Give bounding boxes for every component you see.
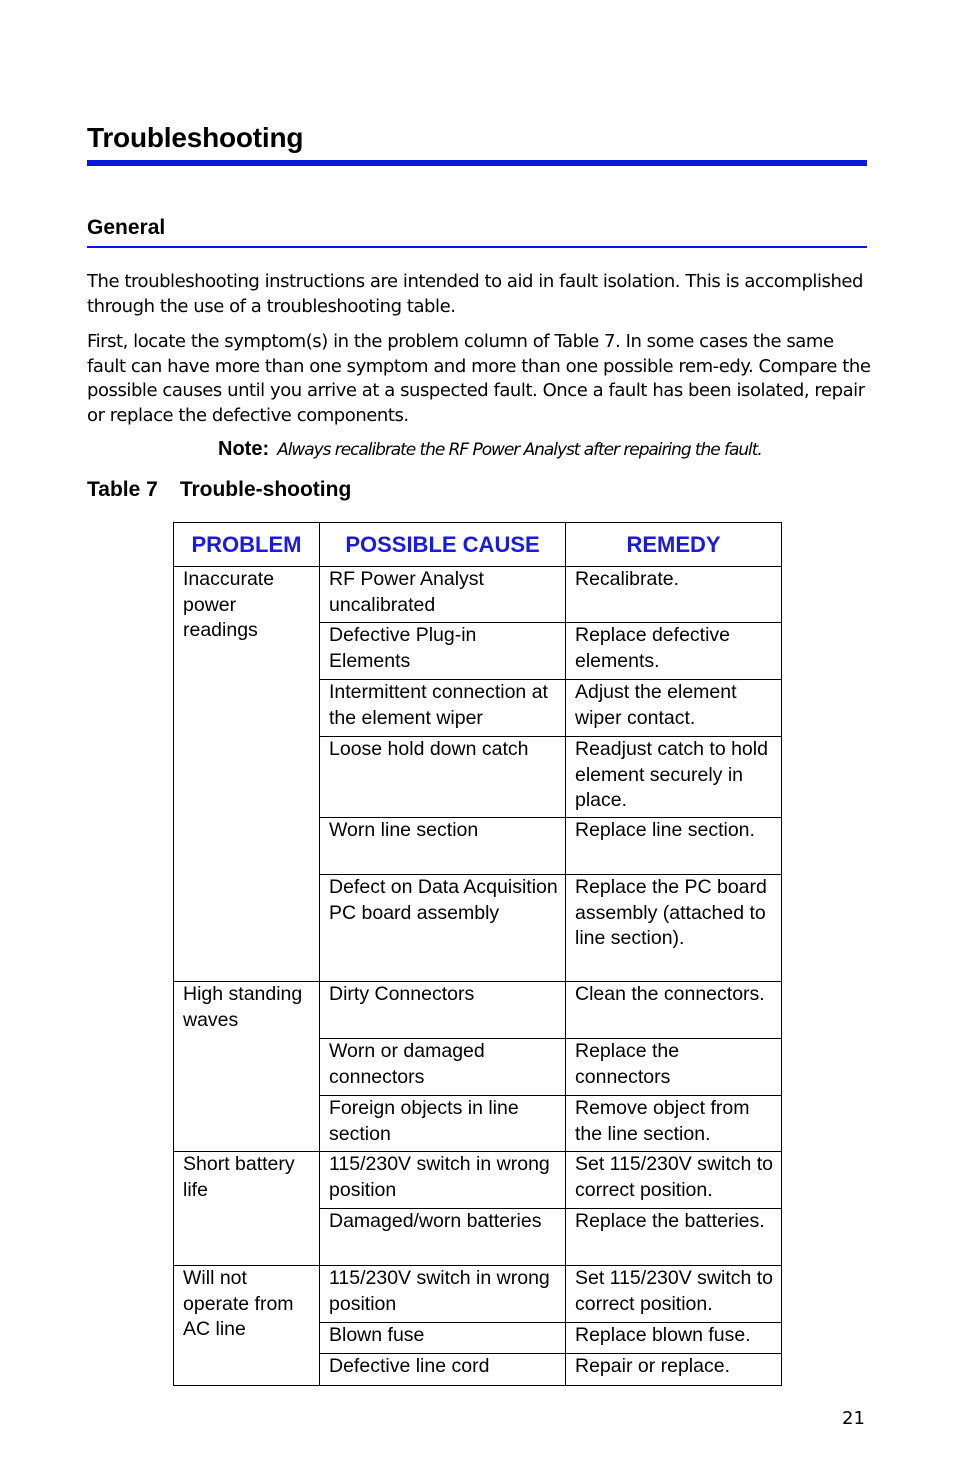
cause-cell: Foreign objects in line section: [320, 1096, 566, 1152]
remedy-cell: Replace line section.: [566, 818, 782, 875]
cause-cell: Worn line section: [320, 818, 566, 875]
header-problem: PROBLEM: [174, 523, 320, 567]
remedy-cell: Remove object from the line section.: [566, 1096, 782, 1152]
section-heading: General: [87, 216, 166, 239]
header-possible-cause: POSSIBLE CAUSE: [320, 523, 566, 567]
table-caption-number: Table 7: [87, 478, 158, 501]
note: [218, 438, 762, 461]
cause-cell: Dirty Connectors: [320, 982, 566, 1039]
table-caption: [87, 478, 351, 502]
cause-cell: Defect on Data Acquisition PC board assembly: [320, 875, 566, 982]
cause-cell: 115/230V switch in wrong position: [320, 1152, 566, 1209]
cause-cell: RF Power Analyst uncalibrated: [320, 567, 566, 623]
cause-cell: Defective line cord: [320, 1354, 566, 1386]
cause-cell: Intermittent connection at the element wiper: [320, 680, 566, 737]
remedy-cell: Adjust the element wiper contact.: [566, 680, 782, 737]
remedy-cell: Clean the connectors.: [566, 982, 782, 1039]
header-remedy: REMEDY: [566, 523, 782, 567]
remedy-cell: Replace blown fuse.: [566, 1323, 782, 1354]
remedy-cell: Set 115/230V switch to correct position.: [566, 1152, 782, 1209]
note-label: Note:: [218, 438, 270, 460]
problem-cell: Short battery life: [174, 1152, 320, 1266]
remedy-cell: Repair or replace.: [566, 1354, 782, 1386]
cause-cell: Defective Plug-in Elements: [320, 623, 566, 680]
problem-cell: Will not operate from AC line: [174, 1266, 320, 1386]
cause-cell: Worn or damaged connectors: [320, 1039, 566, 1096]
problem-cell: Inaccurate power readings: [174, 567, 320, 982]
troubleshooting-table: [173, 522, 782, 1386]
remedy-cell: Replace the connectors: [566, 1039, 782, 1096]
intro-paragraph: The troubleshooting instructions are intended to aid in fault isolation. This is accomplished through the use of a troubleshooting table.: [87, 271, 864, 317]
cause-cell: 115/230V switch in wrong position: [320, 1266, 566, 1323]
remedy-cell: Replace the PC board assembly (attached to line section).: [566, 875, 782, 982]
table-row: [174, 1152, 782, 1209]
table-header-row: [174, 523, 782, 567]
table-row: [174, 982, 782, 1039]
cause-cell: Loose hold down catch: [320, 737, 566, 818]
cause-cell: Blown fuse: [320, 1323, 566, 1354]
page-number: 21: [842, 1408, 865, 1429]
remedy-cell: Replace the batteries.: [566, 1209, 782, 1266]
table-row: [174, 1266, 782, 1323]
remedy-cell: Recalibrate.: [566, 567, 782, 623]
section-rule: [87, 246, 867, 248]
cause-cell: Damaged/worn batteries: [320, 1209, 566, 1266]
remedy-cell: Replace defective elements.: [566, 623, 782, 680]
table-body: [174, 567, 782, 1386]
procedure-paragraph: First, locate the symptom(s) in the problem column of Table 7. In some cases the same fault can have more than one symptom and more than one possible rem-edy. Compare the possible causes until you arrive at a suspected fault. Once a fault has been isolated, repair or replace the defective components.: [87, 331, 871, 426]
remedy-cell: Readjust catch to hold element securely in place.: [566, 737, 782, 818]
note-text: Always recalibrate the RF Power Analyst after repairing the fault.: [277, 440, 762, 460]
page-title: Troubleshooting: [87, 122, 304, 153]
table-row: [174, 567, 782, 623]
table-caption-title: Trouble-shooting: [179, 478, 352, 501]
title-rule: [87, 160, 867, 166]
remedy-cell: Set 115/230V switch to correct position.: [566, 1266, 782, 1323]
problem-cell: High standing waves: [174, 982, 320, 1152]
